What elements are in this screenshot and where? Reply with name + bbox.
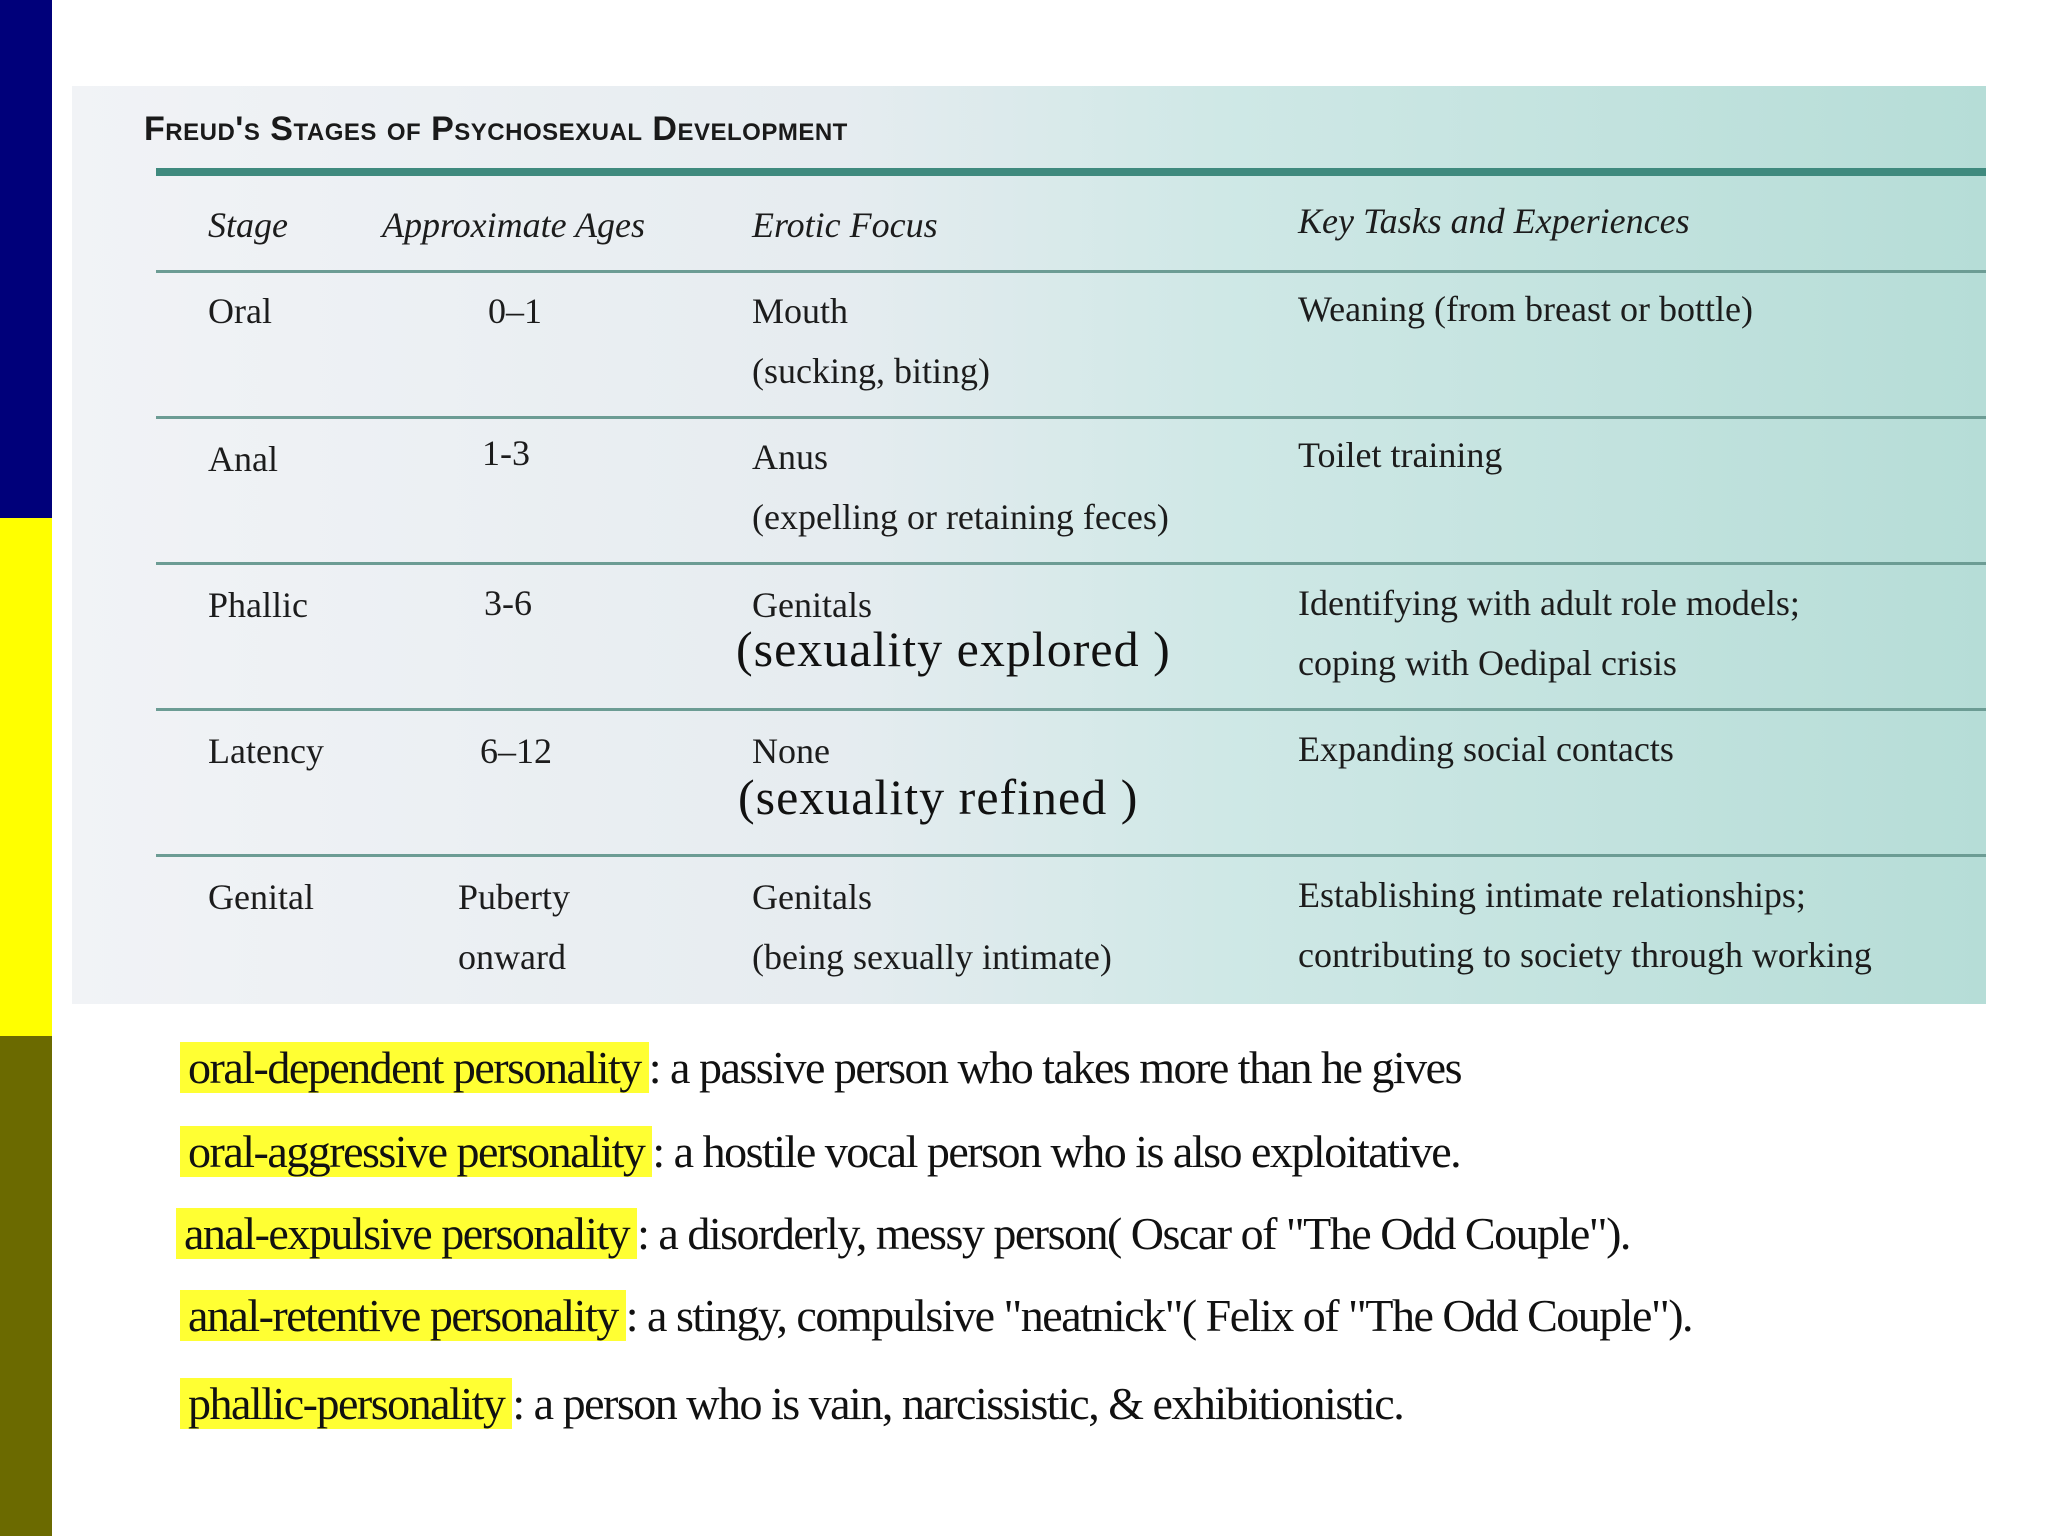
row-anal-focus-detail: (expelling or retaining feces) [752, 497, 1169, 537]
row-oral-focus-detail: (sucking, biting) [752, 351, 990, 391]
header-focus: Erotic Focus [752, 205, 938, 245]
definition-phallic [180, 1366, 1403, 1442]
definition-oral-dependent [180, 1030, 1461, 1106]
header-rule [156, 270, 1986, 273]
definition-text: : a hostile vocal person who is also exploitative. [652, 1126, 1461, 1177]
table-top-rule [156, 168, 1986, 176]
row-phallic-tasks-detail: coping with Oedipal crisis [1298, 643, 1677, 683]
row-genital-stage: Genital [208, 877, 314, 917]
definition-term: anal-retentive personality [180, 1290, 626, 1341]
definition-anal-retentive [180, 1278, 1692, 1354]
definition-text: : a passive person who takes more than he gives [648, 1042, 1461, 1093]
row-genital-tasks-detail: contributing to society through working [1298, 935, 1872, 975]
row-latency-focus: None [752, 731, 830, 771]
definition-term: oral-dependent personality [180, 1042, 649, 1093]
header-tasks: Key Tasks and Experiences [1298, 201, 1690, 241]
header-ages: Approximate Ages [382, 205, 645, 245]
row-phallic-focus: Genitals [752, 585, 872, 625]
row-latency-stage: Latency [208, 731, 324, 771]
accent-bar-yellow [0, 518, 52, 1036]
definition-term: anal-expulsive personality [176, 1208, 637, 1259]
row-oral-stage: Oral [208, 291, 272, 331]
row-latency-ages: 6–12 [480, 731, 552, 771]
definition-text: : a stingy, compulsive "neatnick"( Felix of "The Odd Couple"). [625, 1290, 1693, 1341]
definition-text: : a disorderly, messy person( Oscar of "The Odd Couple"). [637, 1208, 1630, 1259]
annotation-sexuality-explored: (sexuality explored ) [736, 621, 1171, 677]
row-phallic-tasks: Identifying with adult role models; [1298, 583, 1800, 623]
definition-text: : a person who is vain, narcissistic, & exhibitionistic. [512, 1378, 1404, 1429]
row-genital-tasks: Establishing intimate relationships; [1298, 875, 1806, 915]
stages-table-panel [72, 86, 1986, 1004]
definition-anal-expulsive [176, 1196, 1630, 1272]
definition-term: phallic-personality [180, 1378, 512, 1429]
row-anal-tasks: Toilet training [1298, 435, 1503, 475]
row-oral-focus: Mouth [752, 291, 849, 331]
row-rule [156, 854, 1986, 857]
row-phallic-ages: 3-6 [484, 583, 532, 623]
table-title: Freud's Stages of Psychosexual Development [144, 110, 848, 148]
annotation-sexuality-refined: (sexuality refined ) [738, 769, 1139, 825]
row-anal-stage: Anal [208, 439, 278, 479]
row-genital-ages-detail: onward [458, 937, 566, 977]
row-rule [156, 708, 1986, 711]
row-genital-ages: Puberty [458, 877, 570, 917]
row-genital-focus-detail: (being sexually intimate) [752, 937, 1112, 977]
accent-bar-navy [0, 0, 52, 518]
row-oral-ages: 0–1 [488, 291, 542, 331]
row-rule [156, 416, 1986, 419]
definition-oral-aggressive [180, 1114, 1460, 1190]
header-stage: Stage [208, 205, 288, 245]
row-rule [156, 562, 1986, 565]
row-anal-ages: 1-3 [482, 433, 530, 473]
row-oral-tasks: Weaning (from breast or bottle) [1298, 289, 1753, 329]
definition-term: oral-aggressive personality [180, 1126, 652, 1177]
row-phallic-stage: Phallic [208, 585, 308, 625]
row-latency-tasks: Expanding social contacts [1298, 729, 1674, 769]
accent-bar-olive [0, 1036, 52, 1536]
row-anal-focus: Anus [752, 437, 829, 477]
row-genital-focus: Genitals [752, 877, 872, 917]
